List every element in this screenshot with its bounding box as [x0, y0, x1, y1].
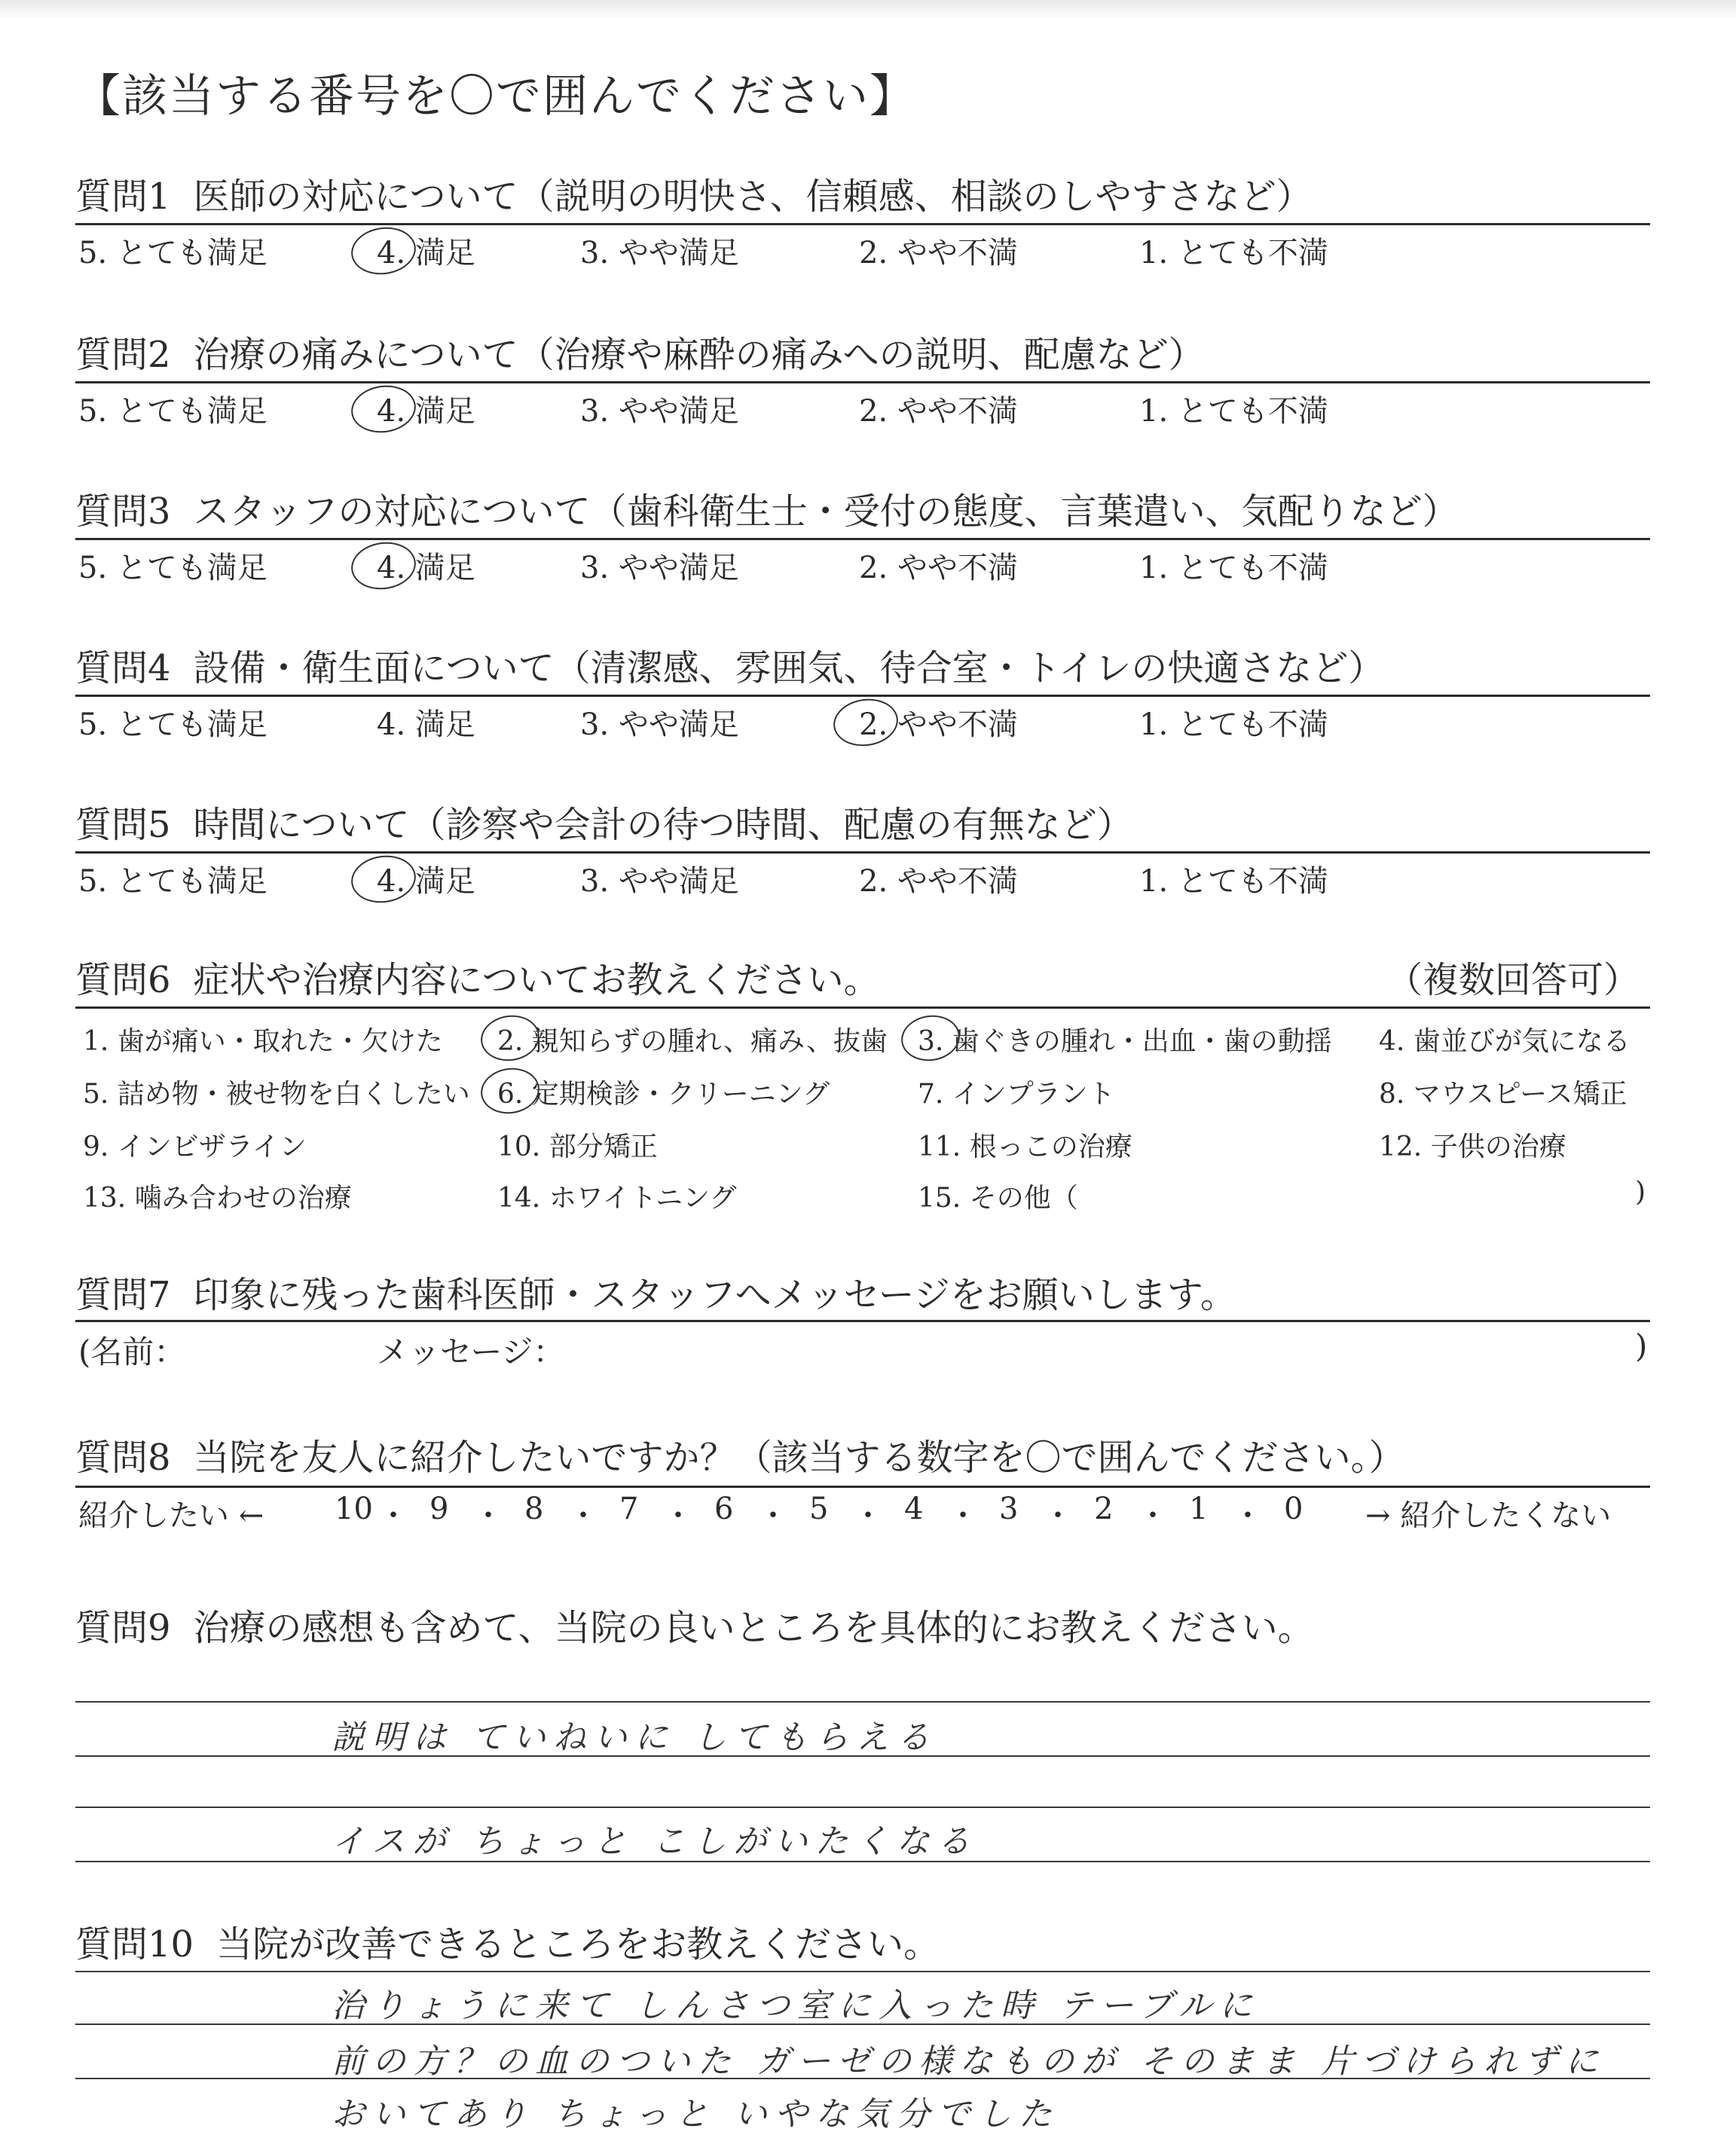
q1-option-2[interactable]: 2. やや不満: [859, 236, 1018, 270]
q9-line-1: [75, 1701, 1650, 1703]
q10-title: 質問10 当院が改善できるところをお教えください。: [75, 1923, 940, 1965]
q6-option-1[interactable]: 1. 歯が痛い・取れた・欠けた: [83, 1026, 443, 1057]
q6-option-6[interactable]: 6. 定期検診・クリーニング: [497, 1079, 830, 1110]
q3-option-3[interactable]: 3. やや満足: [580, 551, 739, 585]
q8-title: 質問8 当院を友人に紹介したいですか？（該当する数字を〇で囲んでください。）: [75, 1437, 1405, 1479]
q2-title: 質問2 治療の痛みについて（治療や麻酔の痛みへの説明、配慮など）: [75, 334, 1205, 376]
q5-option-1[interactable]: 1. とても不満: [1139, 864, 1328, 899]
q8-scale-3[interactable]: 3: [999, 1492, 1019, 1526]
q8-scale-9[interactable]: 9: [429, 1492, 449, 1526]
q5-option-4[interactable]: 4. 満足: [377, 864, 475, 899]
q1-option-1[interactable]: 1. とても不満: [1139, 236, 1328, 270]
q8-scale-dot: ・: [948, 1498, 978, 1533]
q1-option-4[interactable]: 4. 満足: [377, 236, 475, 270]
q6-option-10[interactable]: 10. 部分矯正: [497, 1132, 658, 1162]
q8-scale-dot: ・: [663, 1498, 693, 1533]
q6-option-9[interactable]: 9. インビザライン: [83, 1132, 307, 1162]
q8-scale-dot: ・: [378, 1498, 408, 1533]
q4-option-5[interactable]: 5. とても満足: [78, 707, 267, 742]
q9-answer-1: 説明は ていねいに してもらえる: [332, 1718, 937, 1757]
q4-option-3[interactable]: 3. やや満足: [580, 707, 739, 742]
q9-answer-2: イスが ちょっと こしがいたくなる: [332, 1822, 978, 1861]
q6-option-12[interactable]: 12. 子供の治療: [1379, 1132, 1566, 1162]
q2-option-4[interactable]: 4. 満足: [377, 394, 475, 429]
q7-close-paren: ): [1635, 1327, 1648, 1364]
q6-rule: [75, 1006, 1650, 1009]
q8-scale-6[interactable]: 6: [714, 1492, 734, 1526]
q8-scale-1[interactable]: 1: [1189, 1492, 1209, 1526]
q6-option-13[interactable]: 13. 噛み合わせの治療: [83, 1183, 352, 1214]
q5-option-2[interactable]: 2. やや不満: [859, 864, 1018, 899]
q8-scale-dot: ・: [1233, 1498, 1263, 1533]
q8-scale-0[interactable]: 0: [1284, 1492, 1304, 1526]
q1-option-3[interactable]: 3. やや満足: [580, 236, 739, 270]
q8-scale-dot: ・: [853, 1498, 883, 1533]
q8-scale-dot: ・: [568, 1498, 598, 1533]
q5-option-3[interactable]: 3. やや満足: [580, 864, 739, 899]
q4-option-4[interactable]: 4. 満足: [377, 707, 475, 742]
q8-scale-10[interactable]: 10: [335, 1492, 373, 1526]
q4-option-2[interactable]: 2. やや不満: [859, 707, 1018, 742]
q1-rule: [75, 223, 1650, 225]
q8-left-label: 紹介したい ←: [78, 1498, 264, 1533]
q5-option-5[interactable]: 5. とても満足: [78, 864, 267, 899]
q3-rule: [75, 538, 1650, 540]
q3-option-5[interactable]: 5. とても満足: [78, 551, 267, 585]
q6-option-5[interactable]: 5. 詰め物・被せ物を白くしたい: [83, 1079, 470, 1110]
q1-title: 質問1 医師の対応について（説明の明快さ、信頼感、相談のしやすさなど）: [75, 176, 1313, 218]
q9-title: 質問9 治療の感想も含めて、当院の良いところを具体的にお教えください。: [75, 1607, 1314, 1649]
q6-option-7[interactable]: 7. インプラント: [918, 1079, 1115, 1110]
q3-option-2[interactable]: 2. やや不満: [859, 551, 1018, 585]
q2-option-2[interactable]: 2. やや不満: [859, 394, 1018, 429]
q6-note: （複数回答可）: [1386, 959, 1640, 1001]
q3-option-4[interactable]: 4. 満足: [377, 551, 475, 585]
q3-option-1[interactable]: 1. とても不満: [1139, 551, 1328, 585]
q8-scale-dot: ・: [758, 1498, 788, 1533]
q8-scale-dot: ・: [473, 1498, 503, 1533]
q9-line-3: [75, 1807, 1650, 1808]
q10-answer-3: おいてあり ちょっと いやな気分でした: [332, 2095, 1059, 2133]
q8-rule: [75, 1486, 1650, 1488]
q8-right-label: → 紹介したくない: [1365, 1498, 1612, 1533]
q4-rule: [75, 695, 1650, 697]
q8-scale-2[interactable]: 2: [1094, 1492, 1114, 1526]
q7-rule: [75, 1320, 1650, 1322]
q2-option-5[interactable]: 5. とても満足: [78, 394, 267, 429]
q6-option-8[interactable]: 8. マウスピース矯正: [1379, 1079, 1628, 1110]
q2-rule: [75, 381, 1650, 383]
q7-name-label: (名前：: [78, 1333, 186, 1370]
q8-scale-dot: ・: [1043, 1498, 1073, 1533]
page-heading: 【該当する番号を〇で囲んでください】: [75, 70, 916, 123]
scan-top-edge: [0, 0, 1736, 20]
q1-option-5[interactable]: 5. とても満足: [78, 236, 267, 270]
q2-option-1[interactable]: 1. とても不満: [1139, 394, 1328, 429]
q10-line-1: [75, 1971, 1650, 1972]
q4-option-1[interactable]: 1. とても不満: [1139, 707, 1328, 742]
q7-title: 質問7 印象に残った歯科医師・スタッフへメッセージをお願いします。: [75, 1274, 1236, 1316]
q5-title: 質問5 時間について（診察や会計の待つ時間、配慮の有無など）: [75, 804, 1133, 846]
q8-scale-4[interactable]: 4: [904, 1492, 924, 1526]
q6-title: 質問6 症状や治療内容についてお教えください。: [75, 959, 880, 1001]
q6-option-11[interactable]: 11. 根っこの治療: [918, 1132, 1132, 1162]
q6-option-4[interactable]: 4. 歯並びが気になる: [1379, 1026, 1631, 1057]
q8-scale-8[interactable]: 8: [524, 1492, 544, 1526]
q5-rule: [75, 851, 1650, 854]
q7-message-label: メッセージ：: [377, 1333, 565, 1370]
q6-option-15[interactable]: 15. その他（: [918, 1183, 1078, 1214]
q6-other-close-paren: ): [1635, 1177, 1646, 1208]
q6-option-2[interactable]: 2. 親知らずの腫れ、痛み、抜歯: [497, 1026, 888, 1057]
q6-option-14[interactable]: 14. ホワイトニング: [497, 1183, 737, 1214]
q8-scale-7[interactable]: 7: [619, 1492, 639, 1526]
q6-option-3[interactable]: 3. 歯ぐきの腫れ・出血・歯の動揺: [918, 1026, 1332, 1057]
q3-title: 質問3 スタッフの対応について（歯科衛生士・受付の態度、言葉遣い、気配りなど）: [75, 490, 1459, 533]
q8-scale-dot: ・: [1138, 1498, 1168, 1533]
q2-option-3[interactable]: 3. やや満足: [580, 394, 739, 429]
q10-answer-2: 前の方？の血のついた ガーゼの様なものが そのまま 片づけられずに: [332, 2042, 1606, 2081]
q10-answer-1: 治りょうに来て しんさつ室に入った時 テーブルに: [332, 1987, 1261, 2025]
q4-title: 質問4 設備・衛生面について（清潔感、雰囲気、待合室・トイレの快適さなど）: [75, 647, 1385, 689]
q8-scale-5[interactable]: 5: [809, 1492, 829, 1526]
